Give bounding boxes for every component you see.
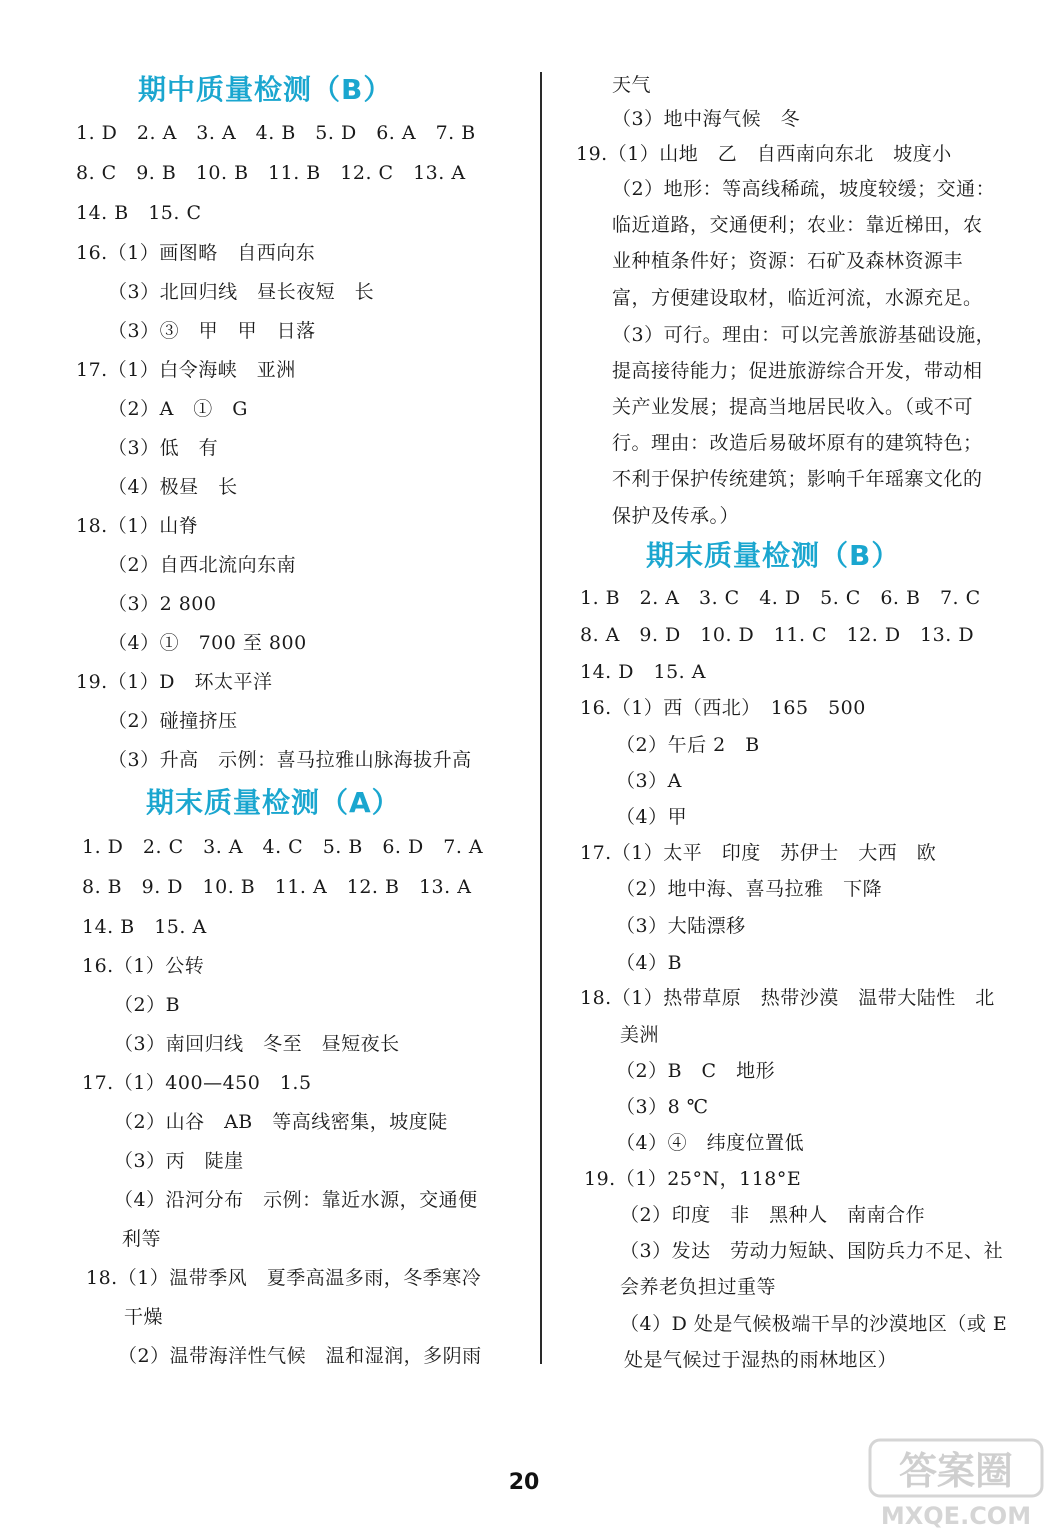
answer-line: 提高接待能力；促进旅游综合开发，带动相 bbox=[612, 360, 983, 382]
answer-line: 18.（1）温带季风 夏季高温多雨，冬季寒冷 bbox=[86, 1267, 482, 1289]
answer-line: 天气 bbox=[612, 74, 652, 96]
answer-line: （3）北回归线 昼长夜短 长 bbox=[108, 281, 375, 303]
column-divider bbox=[540, 72, 542, 1364]
answer-line: （4）甲 bbox=[616, 806, 688, 828]
answer-line: 8. A 9. D 10. D 11. C 12. D 13. D bbox=[580, 624, 975, 646]
answer-line: 行。理由：改造后易破坏原有的建筑特色； bbox=[612, 432, 983, 454]
answer-line: （3）升高 示例：喜马拉雅山脉海拔升高 bbox=[108, 749, 472, 771]
answer-line: （4）① 700 至 800 bbox=[108, 632, 307, 654]
section-title-final-b: 期末质量检测（B） bbox=[646, 539, 901, 572]
answer-line: 干燥 bbox=[124, 1306, 164, 1328]
answer-line: （3）地中海气候 冬 bbox=[612, 108, 801, 130]
answer-line: 14. B 15. A bbox=[82, 916, 207, 938]
answer-line: 保护及传承。） bbox=[612, 505, 740, 527]
answer-line: 处是气候过于湿热的雨林地区） bbox=[624, 1349, 898, 1371]
watermark-logo bbox=[868, 1432, 1044, 1532]
answer-line: 临近道路，交通便利；农业：靠近梯田，农 bbox=[612, 214, 983, 236]
answer-line: 14. D 15. A bbox=[580, 661, 706, 683]
watermark-icon bbox=[868, 1432, 1044, 1532]
answer-line: （2）B bbox=[114, 994, 181, 1016]
answer-line: 17.（1）太平 印度 苏伊士 大西 欧 bbox=[580, 842, 937, 864]
answer-line: （2）A ① G bbox=[108, 398, 248, 420]
answer-line: 不利于保护传统建筑；影响千年瑶寨文化的 bbox=[612, 468, 983, 490]
answer-line: （2）温带海洋性气候 温和湿润，多阴雨 bbox=[118, 1345, 482, 1367]
answer-line: （2）山谷 AB 等高线密集，坡度陡 bbox=[114, 1111, 448, 1133]
answer-line: （2）自西北流向东南 bbox=[108, 554, 297, 576]
answer-line: 16.（1）画图略 自西向东 bbox=[76, 242, 316, 264]
answer-line: （3）2 800 bbox=[108, 593, 217, 615]
answer-line: （2）地中海、喜马拉雅 下降 bbox=[616, 878, 883, 900]
answer-line: 8. B 9. D 10. B 11. A 12. B 13. A bbox=[82, 876, 472, 898]
answer-line: （2）午后 2 B bbox=[616, 734, 760, 756]
answer-line: （3）A bbox=[616, 770, 682, 792]
answer-line: 19.（1）25°N，118°E bbox=[584, 1168, 802, 1190]
answer-line: （2）地形：等高线稀疏，坡度较缓；交通： bbox=[612, 178, 996, 200]
page-number: 20 bbox=[508, 1470, 540, 1495]
answer-line: 19.（1）山地 乙 自西南向东北 坡度小 bbox=[576, 143, 952, 165]
answer-line: （3）发达 劳动力短缺、国防兵力不足、社 bbox=[620, 1240, 1004, 1262]
answer-line: 1. D 2. C 3. A 4. C 5. B 6. D 7. A bbox=[82, 836, 484, 858]
answer-line: （2）碰撞挤压 bbox=[108, 710, 238, 732]
answer-line: 关产业发展；提高当地居民收入。（或不可 bbox=[612, 396, 974, 418]
watermark-glyphs: 答案圈 bbox=[898, 1449, 1014, 1493]
answer-line: （3）8 ℃ bbox=[616, 1096, 709, 1118]
answer-line: （3）南回归线 冬至 昼短夜长 bbox=[114, 1033, 400, 1055]
answer-line: （2）印度 非 黑种人 南南合作 bbox=[620, 1204, 926, 1226]
section-title-midterm-b: 期中质量检测（B） bbox=[138, 73, 393, 106]
answer-line: 美洲 bbox=[620, 1024, 660, 1046]
answer-line: （3）大陆漂移 bbox=[616, 915, 746, 937]
answer-line: （3）低 有 bbox=[108, 437, 219, 459]
answer-line: （4）极昼 长 bbox=[108, 476, 238, 498]
answer-line: （3）③ 甲 甲 日落 bbox=[108, 320, 316, 342]
answer-line: （3）丙 陡崖 bbox=[114, 1150, 244, 1172]
answer-line: 17.（1）白令海峡 亚洲 bbox=[76, 359, 296, 381]
answer-line: 18.（1）山脊 bbox=[76, 515, 199, 537]
section-title-final-a: 期末质量检测（A） bbox=[146, 786, 401, 819]
answer-line: 16.（1）公转 bbox=[82, 955, 205, 977]
answer-line: 16.（1）西（西北） 165 500 bbox=[580, 697, 866, 719]
answer-line: 业种植条件好；资源：石矿及森林资源丰 bbox=[612, 250, 964, 272]
answer-line: 1. B 2. A 3. C 4. D 5. C 6. B 7. C bbox=[580, 587, 981, 609]
answer-line: （4）B bbox=[616, 952, 683, 974]
answer-line: 会养老负担过重等 bbox=[620, 1276, 777, 1298]
answer-line: 富，方便建设取材，临近河流，水源充足。 bbox=[612, 287, 983, 309]
watermark-site: MXQE.COM bbox=[880, 1502, 1032, 1530]
answer-line: 17.（1）400—450 1.5 bbox=[82, 1072, 312, 1094]
answer-line: （2）B C 地形 bbox=[616, 1060, 776, 1082]
answer-line: 8. C 9. B 10. B 11. B 12. C 13. A bbox=[76, 162, 466, 184]
answer-line: （4）④ 纬度位置低 bbox=[616, 1132, 805, 1154]
answer-line: 利等 bbox=[122, 1228, 162, 1250]
answer-line: （4）沿河分布 示例：靠近水源，交通便 bbox=[114, 1189, 478, 1211]
answer-line: 1. D 2. A 3. A 4. B 5. D 6. A 7. B bbox=[76, 122, 476, 144]
answer-line: 18.（1）热带草原 热带沙漠 温带大陆性 北 bbox=[580, 987, 995, 1009]
answer-line: 14. B 15. C bbox=[76, 202, 202, 224]
answer-line: （4）D 处是气候极端干旱的沙漠地区（或 E bbox=[620, 1313, 1008, 1335]
answer-line: （3）可行。理由：可以完善旅游基础设施， bbox=[612, 324, 996, 346]
answer-line: 19.（1）D 环太平洋 bbox=[76, 671, 273, 693]
